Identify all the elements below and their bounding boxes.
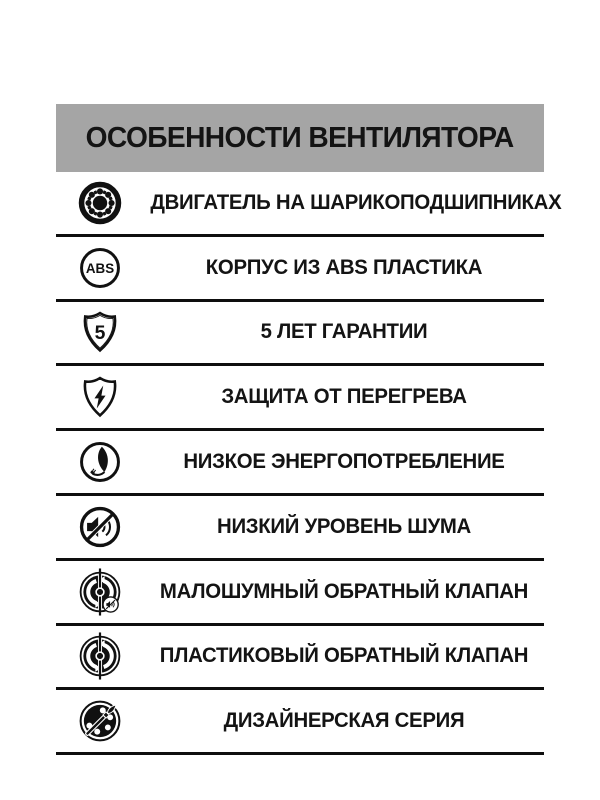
feature-row-low-energy	[56, 431, 544, 496]
feature-label: НИЗКИЙ УРОВЕНЬ ШУМА	[217, 514, 471, 538]
feature-label: КОРПУС ИЗ ABS ПЛАСТИКА	[205, 255, 483, 279]
feature-row-abs-plastic	[56, 237, 544, 302]
feature-label: ДИЗАЙНЕРСКАЯ СЕРИЯ	[223, 709, 465, 733]
feature-label: 5 ЛЕТ ГАРАНТИИ	[260, 320, 428, 344]
feature-label: ДВИГАТЕЛЬ НА ШАРИКОПОДШИПНИКАХ	[150, 190, 562, 214]
header-banner	[56, 104, 544, 172]
check-valve-muted-icon	[76, 566, 124, 618]
feature-sheet	[56, 104, 562, 755]
shield-5-icon	[76, 306, 124, 358]
feature-label: МАЛОШУМНЫЙ ОБРАТНЫЙ КЛАПАН	[159, 579, 529, 603]
mute-badge	[103, 597, 118, 612]
feature-row-quiet-check-valve	[56, 561, 544, 626]
muted-speaker-icon	[76, 501, 124, 553]
abs-circle-icon	[76, 242, 124, 294]
check-valve-icon	[76, 630, 124, 682]
page-title: ОСОБЕННОСТИ ВЕНТИЛЯТОРА	[85, 121, 515, 154]
leaf-plug-icon	[76, 436, 124, 488]
feature-row-warranty	[56, 302, 544, 367]
feature-row-overheat-protection	[56, 366, 544, 431]
feature-row-plastic-check-valve	[56, 626, 544, 691]
feature-label: ЗАЩИТА ОТ ПЕРЕГРЕВА	[221, 385, 467, 409]
shield-icon-text: 5	[94, 322, 106, 345]
feature-row-designer-series	[56, 690, 544, 755]
ball-bearing-icon	[76, 177, 124, 229]
palette-brush-icon	[76, 695, 124, 747]
feature-list	[56, 172, 562, 755]
abs-icon-text: ABS	[85, 260, 115, 276]
feature-row-ball-bearing	[56, 172, 562, 237]
feature-label: НИЗКОЕ ЭНЕРГОПОТРЕБЛЕНИЕ	[183, 450, 505, 474]
feature-row-low-noise	[56, 496, 544, 561]
feature-label: ПЛАСТИКОВЫЙ ОБРАТНЫЙ КЛАПАН	[159, 644, 529, 668]
shield-lightning-icon	[76, 371, 124, 423]
